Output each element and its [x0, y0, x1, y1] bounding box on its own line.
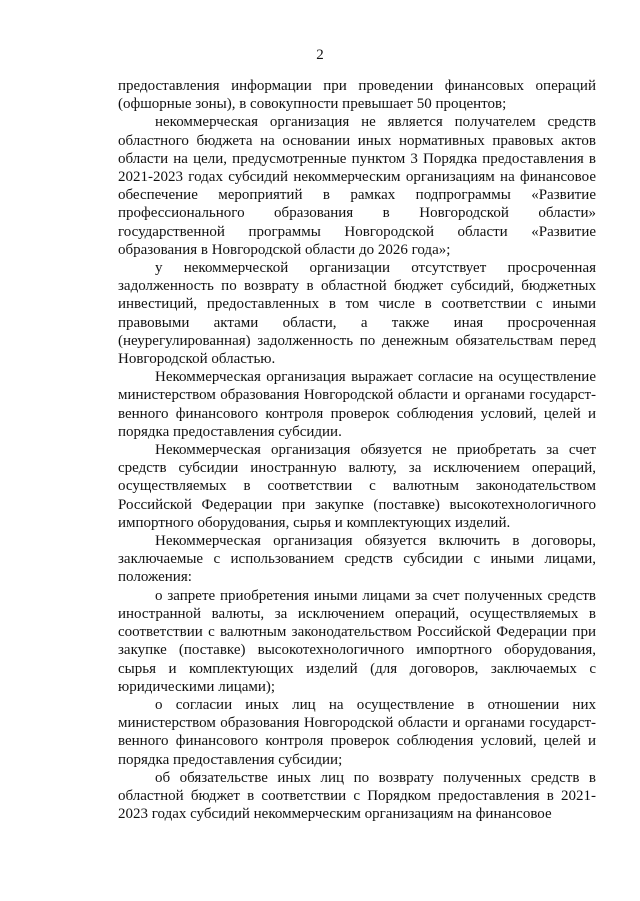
paragraph-contract-provisions: Некоммерческая организация обязуется включить в договоры, заключаемые с использованием средств субсидии с иными лицами, положения:	[118, 533, 596, 586]
paragraph-consent-checks: Некоммерческая организация выражает согласие на осуществление министерством образования Новгородской области и органами государст-венного финансового контроля проверок соблюдения условий, целей и порядка предоставления субсидии.	[118, 369, 596, 440]
paragraph-no-foreign-currency: Некоммерческая организация обязуется не приобретать за счет средств субсидии иностранную валюту, за исключением операций, осуществляемых в соответствии с валютным законодательством Российской Федерации при закупке (поставке) высокотехнологичного импортного оборудования, сырья и комплектующих изделий.	[118, 442, 596, 531]
paragraph-third-party-consent: о согласии иных лиц на осуществление в отношении них министерством образования Новгородской области и органами государст-венного финансового контроля проверок соблюдения условий, целей и порядка предоставления субсидии;	[118, 696, 596, 768]
paragraph-not-recipient: некоммерческая организация не является получателем средств областного бюджета на основании иных нормативных правовых актов области на цели, предусмотренные пунктом 3 Порядка предоставления в 2021-2023 годах субсидий некоммерческим организациям на финансовое обеспечение мероприятий в рамках подпрограммы «Развитие профессионального образования в Новгородской области» государственной программы Новгородской области «Развитие образования в Новгородской области до 2026 года»;	[118, 114, 596, 258]
document-body	[118, 77, 596, 823]
paragraph-currency-ban: о запрете приобретения иными лицами за счет полученных средств иностранной валюты, за исключением операций, осуществляемых в соответствии с валютным законодательством Российской Федерации при закупке (поставке) высокотехнологичного импортного оборудования, сырья и комплектующих изделий (для договоров, заключаемых с юридическими лицами);	[118, 587, 596, 695]
paragraph-continuation: предоставления информации при проведении финансовых операций (офшорные зоны), в совокупности превышает 50 процентов;	[118, 78, 596, 113]
paragraph-return-obligation: об обязательстве иных лиц по возврату полученных средств в областной бюджет в соответствии с Порядком предоставления в 2021-2023 годах субсидий некоммерческим организациям на финансовое	[118, 769, 596, 823]
paragraph-no-debt: у некоммерческой организации отсутствует просроченная задолженность по возврату в областной бюджет субсидий, бюджетных инвестиций, предоставленных в том числе в соответствии с иными правовыми актами области, а также иная просроченная (неурегулированная) задолженность по денежным обязательствам перед Новгородской областью.	[118, 260, 596, 368]
page-number: 2	[316, 47, 324, 63]
